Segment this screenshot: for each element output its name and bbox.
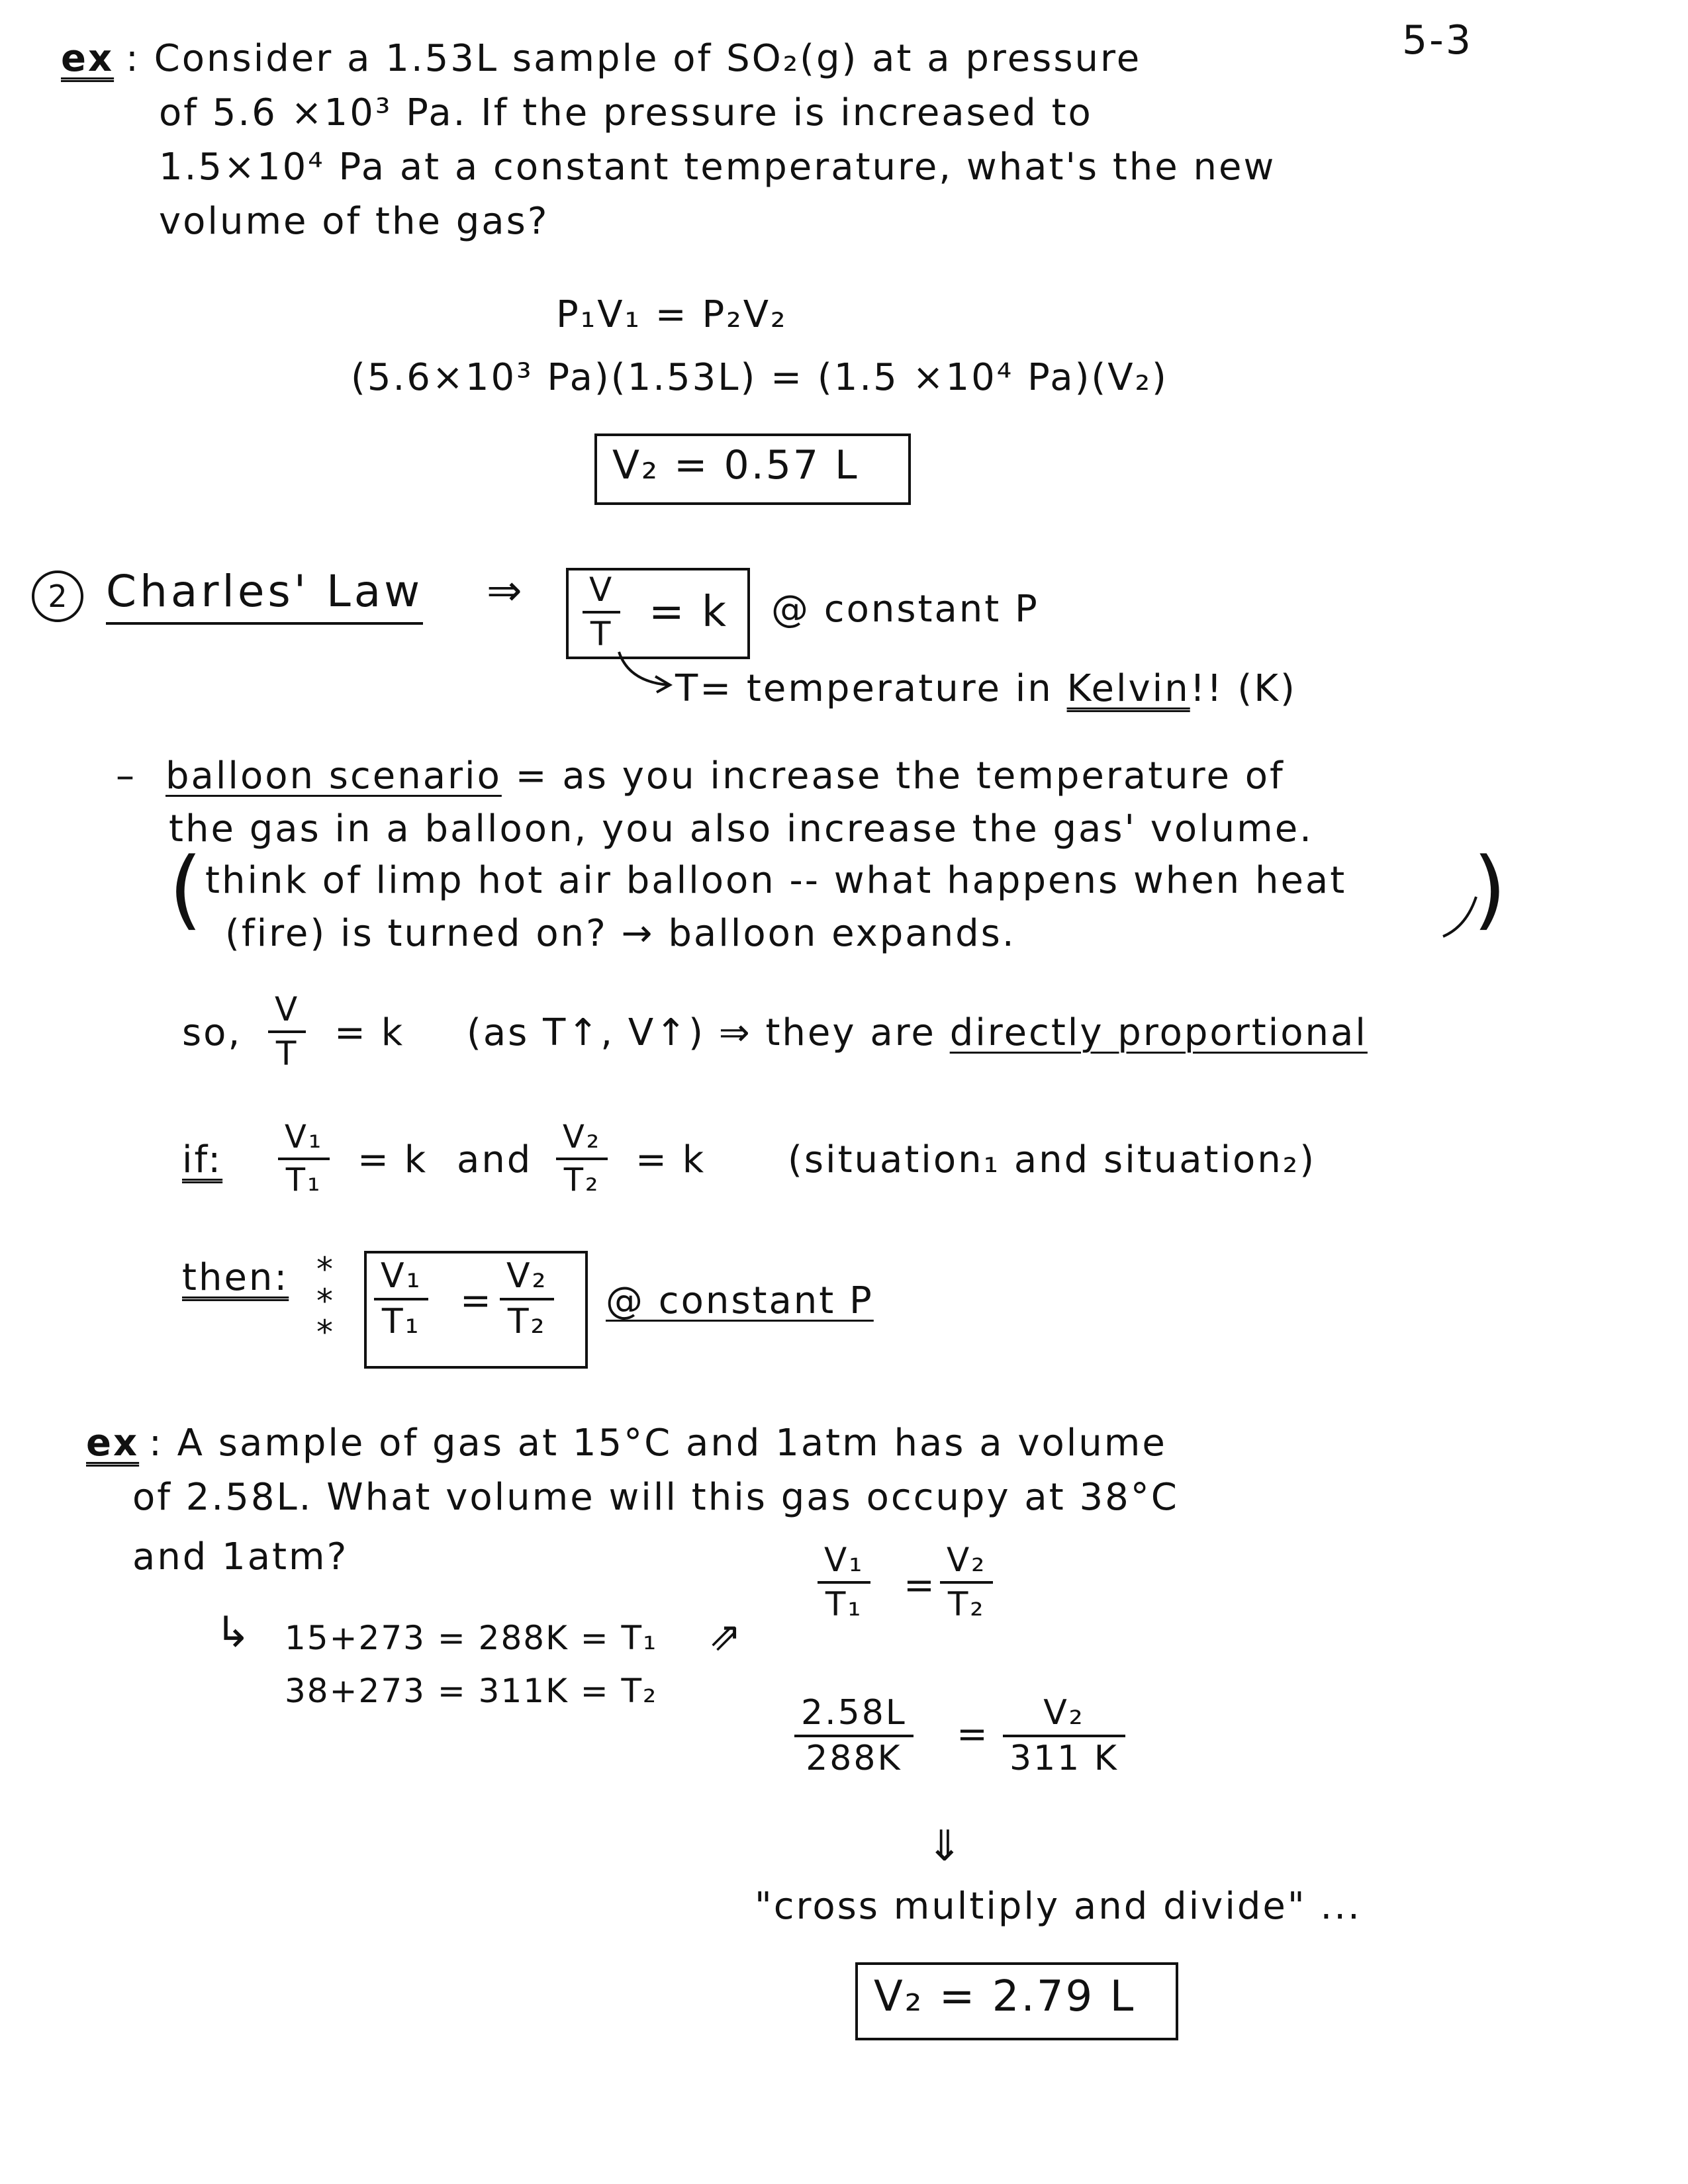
so-label: so, xyxy=(182,1011,242,1054)
then-condition: @ constant P xyxy=(606,1279,874,1322)
example-1-line-1: : Consider a 1.53L sample of SO₂(g) at a pressure xyxy=(126,37,1142,80)
star-1: * xyxy=(316,1250,335,1289)
boyle-substitution: (5.6×10³ Pa)(1.53L) = (1.5 ×10⁴ Pa)(V₂) xyxy=(351,356,1168,399)
ex2-eq-numerator-2: V₂ xyxy=(940,1542,993,1584)
ex2-sub-denominator-1: 288K xyxy=(806,1739,902,1779)
bullet-dash: – xyxy=(116,754,136,797)
kelvin-note-suffix: !! (K) xyxy=(1190,667,1297,710)
if-note: (situation₁ and situation₂) xyxy=(788,1138,1317,1181)
balloon-aside-line-2: (fire) is turned on? → balloon expands. xyxy=(225,912,1016,955)
ex2-sub-numerator-2: V₂ xyxy=(1003,1694,1125,1737)
example-1-line-2: of 5.6 ×10³ Pa. If the pressure is increased to xyxy=(159,91,1093,134)
ex2-eq-denominator-2: T₂ xyxy=(947,1585,986,1623)
charles-law-condition: @ constant P xyxy=(771,588,1039,631)
ex2-sub-denominator-2: 311 K xyxy=(1009,1739,1119,1779)
to-equation-arrow: ⇗ xyxy=(708,1614,744,1660)
so-middle: (as T↑, V↑) ⇒ they are xyxy=(467,1011,950,1054)
directly-proportional: directly proportional xyxy=(949,1011,1368,1054)
so-constant: = k xyxy=(334,1011,405,1054)
conversion-arrow: ↳ xyxy=(215,1608,253,1657)
charles-law-numerator: V xyxy=(583,572,620,614)
balloon-line-2: the gas in a balloon, you also increase the gas' volume. xyxy=(169,807,1313,850)
if-constant-2: = k xyxy=(635,1138,706,1181)
charles-law-constant: = k xyxy=(649,588,729,637)
if-numerator-1: V₁ xyxy=(278,1120,330,1160)
cross-multiply-note: "cross multiply and divide" ... xyxy=(755,1885,1362,1928)
so-numerator: V xyxy=(268,991,306,1033)
example-1-line-4: volume of the gas? xyxy=(159,200,549,243)
example-2-line-2: of 2.58L. What volume will this gas occupy at 38°C xyxy=(132,1476,1179,1519)
charles-law-title: Charles' Law xyxy=(106,566,423,625)
conversion-t1: 15+273 = 288K = T₁ xyxy=(285,1619,658,1657)
star-3: * xyxy=(316,1313,335,1351)
answer-1: V₂ = 0.57 L xyxy=(612,442,859,488)
if-label: if: xyxy=(182,1138,223,1181)
implies-arrow: ⇒ xyxy=(487,567,524,615)
then-denominator-2: T₂ xyxy=(507,1302,547,1342)
balloon-aside-line-1: think of limp hot air balloon -- what happens when heat xyxy=(205,859,1347,902)
so-denominator: T xyxy=(275,1034,299,1073)
if-denominator-2: T₂ xyxy=(563,1161,600,1199)
if-numerator-2: V₂ xyxy=(556,1120,608,1160)
answer-2: V₂ = 2.79 L xyxy=(874,1972,1136,2021)
kelvin-note-prefix: T= temperature in xyxy=(675,667,1067,710)
section-number: 2 xyxy=(32,570,83,622)
then-denominator-1: T₁ xyxy=(381,1302,421,1342)
then-label: then: xyxy=(182,1256,289,1299)
example-2-line-1: : A sample of gas at 15°C and 1atm has a volume xyxy=(149,1422,1167,1465)
down-arrow: ⇓ xyxy=(927,1822,964,1871)
star-2: * xyxy=(316,1281,335,1320)
kelvin-word: Kelvin xyxy=(1066,667,1190,710)
boyle-formula: P₁V₁ = P₂V₂ xyxy=(556,293,788,336)
then-numerator-2: V₂ xyxy=(500,1257,554,1300)
left-paren: ( xyxy=(169,839,203,939)
example-1-line-3: 1.5×10⁴ Pa at a constant temperature, what's the new xyxy=(159,146,1276,189)
ex2-sub-numerator-1: 2.58L xyxy=(794,1694,914,1737)
if-denominator-1: T₁ xyxy=(285,1161,322,1199)
ex2-eq-denominator-1: T₁ xyxy=(825,1585,863,1623)
if-and: and xyxy=(457,1138,533,1181)
example-2-line-3: and 1atm? xyxy=(132,1535,349,1578)
if-constant-1: = k xyxy=(357,1138,428,1181)
balloon-scenario-label: balloon scenario xyxy=(165,754,502,797)
then-equals: = xyxy=(460,1279,493,1322)
ex2-eq-numerator-1: V₁ xyxy=(818,1542,870,1584)
ex2-eq-equals: = xyxy=(904,1564,937,1607)
example-2-label: ex xyxy=(86,1422,140,1465)
charles-law-denominator: T xyxy=(590,615,613,653)
right-paren: ) xyxy=(1473,839,1507,939)
example-1-label: ex xyxy=(61,37,115,80)
then-numerator-1: V₁ xyxy=(374,1257,428,1300)
balloon-line-1-rest: = as you increase the temperature of xyxy=(501,754,1285,797)
ex2-sub-equals: = xyxy=(957,1713,990,1756)
paren-tail xyxy=(1443,897,1476,936)
page-number: 5-3 xyxy=(1402,17,1473,64)
conversion-t2: 38+273 = 311K = T₂ xyxy=(285,1672,658,1710)
